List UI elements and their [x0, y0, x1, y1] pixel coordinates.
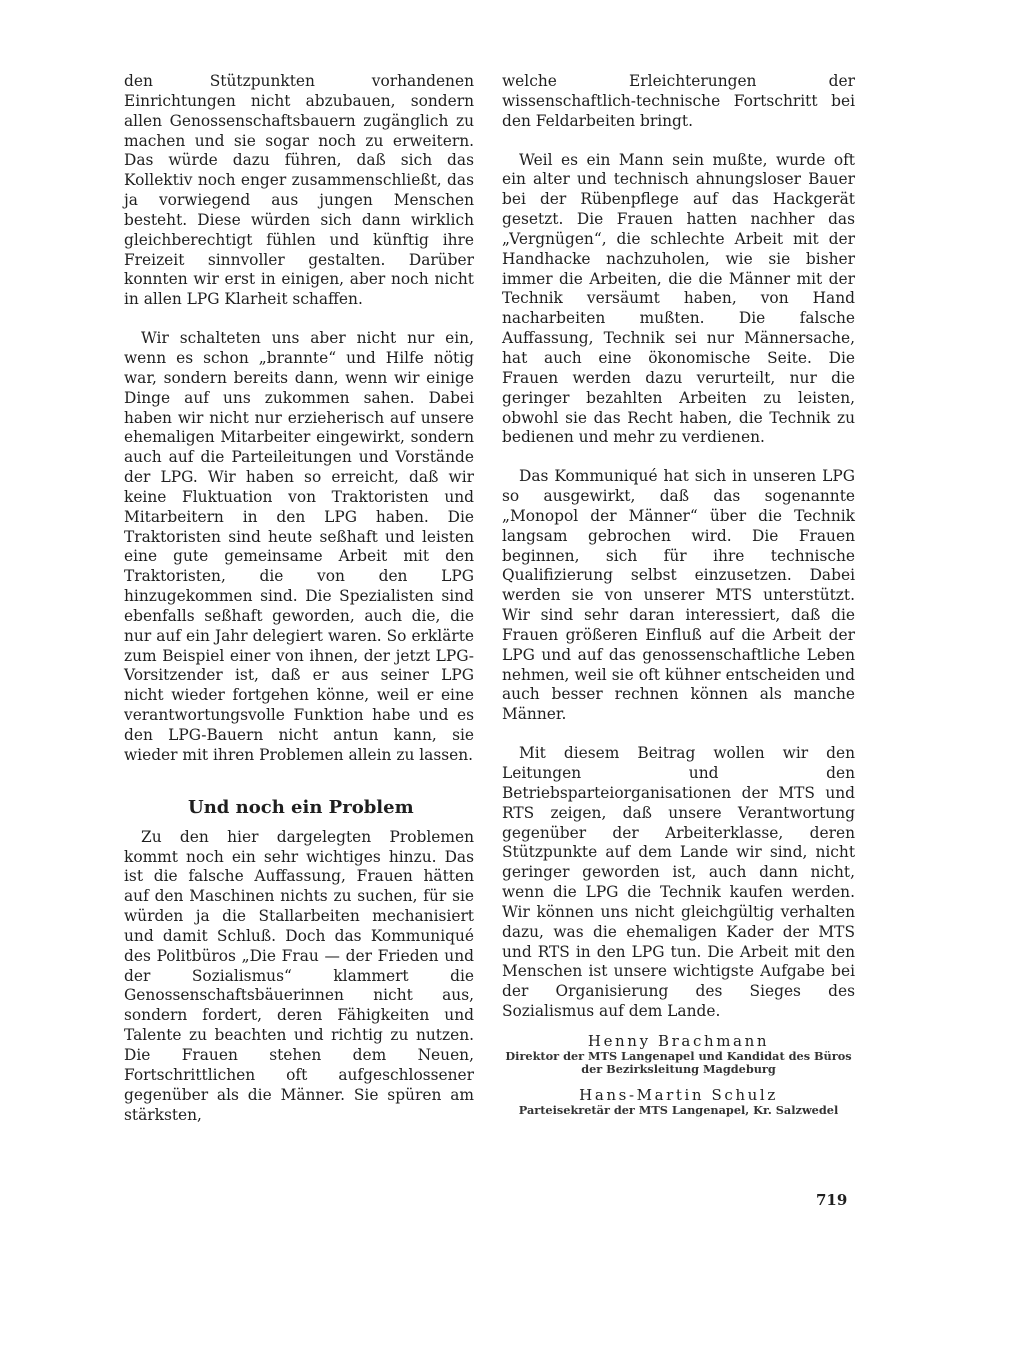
paragraph-right-3: Das Kommuniqué hat sich in unseren LPG so ausgewirkt, daß das sogenannte „Monopol der Männer“ über die Technik langsam gebrochen wird. Die Frauen beginnen, sich für ihre technische Qualifizierung selbst einzusetzen. Dabei werden sie von unserer MTS unterstützt. Wir sind sehr daran interessiert, daß die Frauen größeren Einfluß auf die Arbeit der LPG und auf das genossenschaftliche Leben nehmen, weil sie oft kühner entscheiden und auch besser rechnen können als manche Männer.	[502, 467, 855, 724]
page-number: 719	[816, 1191, 848, 1209]
signature-role-2: Parteisekretär der MTS Langenapel, Kr. Salzwedel	[518, 1102, 839, 1117]
signature-name-1: Henny Brachmann	[587, 1031, 770, 1050]
paragraph-left-2: Wir schalteten uns aber nicht nur ein, wenn es schon „brannte“ und Hilfe nötig war, sondern bereits dann, wenn wir einige Dinge auf uns zukommen sahen. Dabei haben wir nicht nur erzieherisch auf unsere ehemaligen Mitarbeiter eingewirkt, sondern auch auf die Parteileitungen und Vorstände der LPG. Wir haben so erreicht, daß wir keine Fluktuation von Traktoristen und Mitarbeitern in den LPG haben. Die Traktoristen sind heute seßhaft und leisten eine gute gemeinsame Arbeit mit den Traktoristen, die von den LPG hinzugekommen sind. Die Spezialisten sind ebenfalls seßhaft geworden, auch die, die nur auf ein Jahr delegiert waren. So erklärte zum Beispiel einer von ihnen, der jetzt LPG-Vorsitzender ist, daß er aus seiner LPG nicht wieder fortgehen könne, weil er eine verantwortungsvolle Funktion habe und es den LPG-Bauern nicht antun kann, sie wieder mit ihren Problemen allein zu lassen.	[124, 329, 474, 764]
paragraph-left-1: den Stützpunkten vorhandenen Einrichtungen nicht abzubauen, sondern allen Genossenschaftsbauern zugänglich zu machen und sie sogar noch zu erweitern. Das würde dazu führen, daß sich das Kollektiv noch enger zusammenschließt, das ja vorwiegend aus jungen Menschen besteht. Diese würden sich dann wirklich gleichberechtigt fühlen und künftig ihre Freizeit sinnvoller gestalten. Darüber konnten wir erst in einigen, aber noch nicht in allen LPG Klarheit schaffen.	[124, 72, 474, 309]
paragraph-right-4: Mit diesem Beitrag wollen wir den Leitungen und den Betriebsparteiorganisationen der MTS und RTS zeigen, daß unsere Verantwortung gegenüber der Arbeiterklasse, deren Stützpunkte auf dem Lande wir sind, nicht geringer geworden ist, auch dann nicht, wenn die LPG die Technik kaufen werden. Wir können uns nicht gleichgültig verhalten dazu, was die ehemaligen Kader der MTS und RTS in den LPG tun. Die Arbeit mit den Menschen ist unsere wichtigste Aufgabe bei der Organisierung des Sieges des Sozialismus auf dem Lande.	[502, 744, 855, 1021]
left-column	[124, 72, 474, 1125]
signature-role-1: Direktor der MTS Langenapel und Kandidat des Büros der Bezirksleitung Magdeburg	[505, 1048, 852, 1076]
right-column	[502, 72, 855, 1117]
signature-name-2: Hans-Martin Schulz	[579, 1085, 778, 1104]
paragraph-right-1: welche Erleichterungen der wissenschaftlich-technische Fortschritt bei den Feldarbeiten bringt.	[502, 72, 855, 130]
section-heading: Und noch ein Problem	[188, 796, 414, 818]
paragraph-left-3: Zu den hier dargelegten Problemen kommt noch ein sehr wichtiges hinzu. Das ist die falsche Auffassung, Frauen hätten auf den Maschinen nichts zu suchen, für sie würden ja die Stallarbeiten mechanisiert und damit Schluß. Doch das Kommuniqué des Politbüros „Die Frau — der Frieden und der Sozialismus“ klammert die Genossenschaftsbäuerinnen nicht aus, sondern fordert, deren Fähigkeiten und Talente zu beachten und richtig zu nutzen. Die Frauen stehen dem Neuen, Fortschrittlichen oft aufgeschlossener gegenüber als die Männer. Sie spüren am stärksten,	[124, 827, 474, 1124]
paragraph-right-2: Weil es ein Mann sein mußte, wurde oft ein alter und technisch ahnungsloser Bauer bei der Rübenpflege auf das Hackgerät gesetzt. Die Frauen hatten nachher das „Vergnügen“, die schlechte Arbeit mit der Handhacke nachzuholen, wie sie bisher immer die Arbeiten, die die Männer mit der Technik versäumt haben, von Hand nacharbeiten mußten. Die falsche Auffassung, Technik sei nur Männersache, hat auch eine ökonomische Seite. Die Frauen werden dazu verurteilt, nur die geringer bezahlten Arbeiten zu leisten, obwohl sie das Recht haben, die Technik zu bedienen und mehr zu verdienen.	[502, 150, 855, 447]
